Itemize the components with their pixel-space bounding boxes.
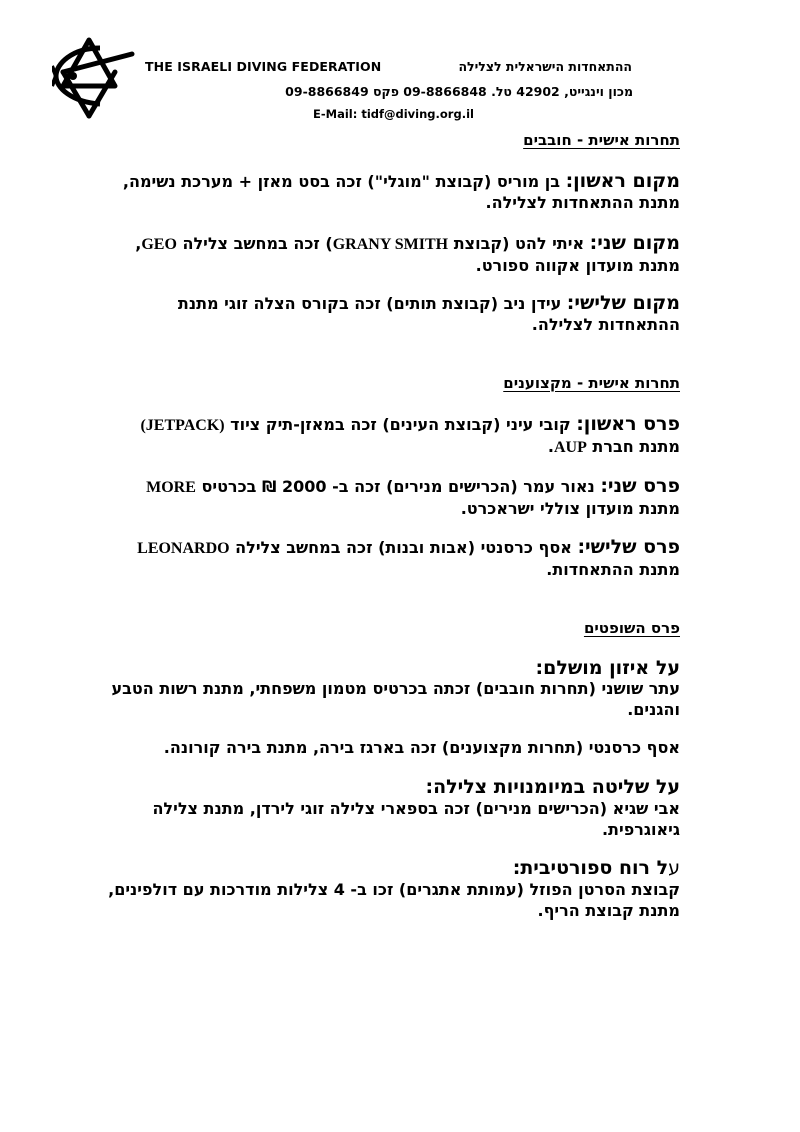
entry-lead: פרס ראשון: [576, 413, 680, 435]
judges-award-text: אבי שגיא (הכרישים מנירים) זכה בספארי צלילה זוגי לירדן, מתנת צלילה גיאוגרפית. [152, 799, 680, 839]
judges-award-text: קבוצת הסרטן הפוזל (עמותת אתגרים) זכו ב- 4 צלילות מודרכות עם דולפינים, מתנת קבוצת הריף. [108, 880, 680, 920]
org-name-hebrew: ההתאחדות הישראלית לצלילה [458, 59, 632, 74]
professionals-first-prize [100, 414, 680, 458]
entry-text: אסף כרסנטי (אבות ובנות) זכה במחשב צלילה [229, 538, 578, 557]
entry-text: נאור עמר (הכרישים מנירים) זכה ב- 2000 ₪ בכרטיס [195, 477, 601, 496]
brand-name: MORE [146, 479, 196, 496]
heading-first-letter: ע [668, 857, 680, 879]
professionals-third-prize [100, 537, 680, 580]
judges-category-heading: על איזון מושלם: [535, 657, 680, 679]
entry-text: עידן ניב (קבוצת תותים) זכה בקורס הצלה זוגי מתנת ההתאחדות לצלילה. [177, 294, 680, 334]
entry-text: , מתנת מועדון אקווה ספורט. [135, 234, 680, 275]
entry-lead: פרס שלישי: [577, 536, 680, 558]
judges-award-text: אסף כרסנטי (תחרות מקצוענים) זכה בארגז בירה, מתנת בירה קורונה. [163, 738, 680, 757]
section-title-amateurs: תחרות אישית - חובבים [523, 131, 680, 149]
heading-rest: ל רוח ספורטיבית: [512, 857, 669, 879]
entry-text: ) זכה במחשב צלילה [176, 234, 333, 253]
entry-text: קובי עיני (קבוצת העינים) זכה במאזן-תיק ציוד [224, 415, 577, 434]
amateurs-first-place [100, 171, 680, 213]
brand-name: GRANY SMITH [332, 236, 449, 253]
entry-text: מתנת מועדון צוללי ישראכרט. [460, 499, 680, 518]
judges-award-text: עתר שושני (תחרות חובבים) זכתה בכרטיס מטמון משפחתי, מתנת רשות הטבע והגנים. [111, 679, 680, 719]
entry-text: מתנת חברת [586, 437, 680, 456]
amateurs-third-place [100, 293, 680, 335]
brand-name: LEONARDO [137, 540, 230, 557]
judges-category-heading [513, 856, 680, 880]
amateurs-second-place [100, 233, 680, 276]
judges-category-heading: על שליטה במיומנויות צלילה: [425, 776, 680, 798]
entry-text: איתי להט (קבוצת [448, 234, 590, 253]
org-name-english: THE ISRAELI DIVING FEDERATION [145, 59, 382, 74]
entry-lead: פרס שני: [600, 475, 680, 497]
entry-text: . [547, 437, 554, 456]
section-title-professionals: תחרות אישית - מקצוענים [503, 374, 680, 392]
brand-name: GEO [141, 236, 177, 253]
star-of-david-fish-icon [52, 34, 144, 126]
entry-lead: מקום שלישי: [566, 292, 680, 314]
brand-name: AUP [553, 439, 587, 456]
entry-text: בן מוריס (קבוצת "מוגלי") זכה בסט מאזן + מערכת נשימה, מתנת ההתאחדות לצלילה. [122, 172, 680, 212]
brand-name: (JETPACK) [140, 417, 225, 434]
email-address: E-Mail: tidf@diving.org.il [313, 107, 474, 121]
section-title-judges: פרס השופטים [583, 619, 680, 637]
professionals-second-prize [100, 476, 680, 519]
entry-text: מתנת ההתאחדות. [546, 560, 680, 579]
address-phone-fax: מכון וינגייט, 42902 טל. 09-8866848 פקס 09-8866849 [285, 84, 633, 99]
entry-lead: מקום ראשון: [565, 170, 680, 192]
entry-lead: מקום שני: [589, 232, 680, 254]
